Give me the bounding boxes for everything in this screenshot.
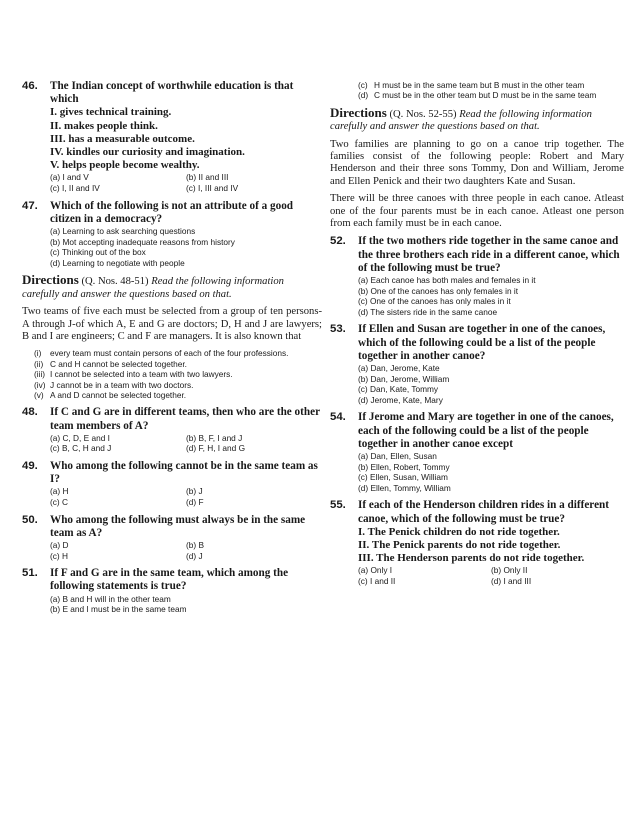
right-column xyxy=(330,80,624,593)
condition-number: (v) xyxy=(34,390,44,401)
option: (b) B xyxy=(186,540,204,551)
question-text: If F and G are in the same team, which among the following statements is true? xyxy=(50,567,289,593)
question-number: 51. xyxy=(22,567,38,580)
option: (b) One of the canoes has only females in it xyxy=(358,285,519,296)
condition xyxy=(34,369,322,379)
option: (b) Dan, Jerome, William xyxy=(358,373,450,384)
options xyxy=(22,433,322,454)
option: (b) Ellen, Robert, Tommy xyxy=(358,461,450,472)
option: (d) F xyxy=(186,497,204,508)
condition-text: every team must contain persons of each of the four professions. xyxy=(50,348,289,359)
option: (d) Jerome, Kate, Mary xyxy=(358,394,443,405)
statement: II. The Penick parents do not ride together. xyxy=(358,539,561,552)
question-text: If each of the Henderson children rides in a different canoe, which of the following must be true? xyxy=(358,499,609,525)
directions-range: (Q. Nos. 48-51) xyxy=(81,276,149,288)
question-48 xyxy=(22,406,322,454)
options xyxy=(330,363,624,405)
option: (c) Ellen, Susan, William xyxy=(358,472,448,483)
conditions-list xyxy=(22,348,322,400)
option: (c) I, III and IV xyxy=(186,183,239,194)
option: (a) I and V xyxy=(50,172,89,183)
directions-instruction: Read the following information carefully and answer the questions based on that. xyxy=(22,276,284,300)
option: (a) Only I xyxy=(358,565,393,576)
passage: Two families are planning to go on a canoe trip together. The families consist of the following people: Robert and Mary Henderson and their three sons Tommy, Don and William, Jerome and Ellen Penick and their two daughters Kate and Susan. xyxy=(330,138,624,187)
question-text: If C and G are in different teams, then who are the other team members of A? xyxy=(50,406,320,432)
left-column xyxy=(22,80,322,621)
option xyxy=(358,80,624,90)
condition xyxy=(34,380,322,390)
option: (d) F, H, I and G xyxy=(186,443,246,454)
condition xyxy=(34,348,322,358)
option: (c) I and II xyxy=(358,576,396,587)
option: (d) Learning to negotiate with people xyxy=(50,257,185,268)
option: (c) I, II and IV xyxy=(50,183,100,194)
options xyxy=(22,172,322,193)
option: (d) I and III xyxy=(491,576,532,587)
question-number: 47. xyxy=(22,199,38,212)
condition-number: (iv) xyxy=(34,379,46,390)
condition-number: (i) xyxy=(34,348,42,359)
option: (b) B, F, I and J xyxy=(186,432,243,443)
option: (a) D xyxy=(50,540,69,551)
question-51 xyxy=(22,567,322,615)
question-51-continued-options xyxy=(330,80,624,101)
option: (c) C xyxy=(50,497,68,508)
question-53 xyxy=(330,323,624,405)
options xyxy=(22,594,322,615)
condition-text: I cannot be selected into a team with two lawyers. xyxy=(50,369,233,380)
option: (a) Dan, Jerome, Kate xyxy=(358,363,440,374)
option: (c) B, C, H and J xyxy=(50,443,112,454)
question-number: 50. xyxy=(22,513,38,526)
question-55 xyxy=(330,499,624,586)
statement: I. The Penick children do not ride together. xyxy=(358,525,560,538)
question-49 xyxy=(22,460,322,508)
statement: III. The Henderson parents do not ride together. xyxy=(358,552,585,565)
options xyxy=(330,275,624,317)
option: (d) J xyxy=(186,550,203,561)
statement: III. has a measurable outcome. xyxy=(50,132,195,145)
directions-48-51 xyxy=(22,274,322,301)
question-text: If Ellen and Susan are together in one of the canoes, which of the following could be a list of the people together in another canoe? xyxy=(358,323,606,362)
question-number: 52. xyxy=(330,235,346,248)
option: (b) J xyxy=(186,486,203,497)
option: (c) H xyxy=(50,550,68,561)
condition xyxy=(34,359,322,369)
options xyxy=(330,565,624,586)
option: (a) C, D, E and I xyxy=(50,432,110,443)
option: (a) H xyxy=(50,486,69,497)
option-letter: (c) xyxy=(358,80,368,90)
option: (a) Dan, Ellen, Susan xyxy=(358,451,437,462)
statement: I. gives technical training. xyxy=(50,106,172,119)
condition xyxy=(34,390,322,400)
option: (a) Learning to ask searching questions xyxy=(50,226,196,237)
question-54 xyxy=(330,411,624,493)
options xyxy=(22,486,322,507)
question-47 xyxy=(22,200,322,269)
question-number: 49. xyxy=(22,460,38,473)
question-text: Who among the following cannot be in the same team as I? xyxy=(50,460,318,486)
option: (b) Mot accepting inadequate reasons from history xyxy=(50,236,235,247)
question-number: 54. xyxy=(330,411,346,424)
options xyxy=(330,451,624,493)
option-text: C must be in the other team but D must be in the same team xyxy=(374,90,597,101)
directions-instruction: Read the following information carefully and answer the questions based on that. xyxy=(330,108,592,133)
option-text: H must be in the same team but B must in the other team xyxy=(374,80,585,90)
option: (b) II and III xyxy=(186,172,229,183)
condition-number: (ii) xyxy=(34,358,44,369)
option: (a) B and H will in the other team xyxy=(50,593,171,604)
directions-heading: Directions xyxy=(330,104,387,120)
option: (b) E and I must be in the same team xyxy=(50,604,187,615)
option-letter: (d) xyxy=(358,90,369,101)
option: (d) The sisters ride in the same canoe xyxy=(358,306,498,317)
question-text: Who among the following must always be in the same team as A? xyxy=(50,513,306,539)
question-text: The Indian concept of worthwhile education is that which xyxy=(50,80,294,106)
condition-number: (iii) xyxy=(34,369,46,380)
options xyxy=(22,226,322,268)
question-50 xyxy=(22,514,322,562)
question-text: Which of the following is not an attribute of a good citizen in a democracy? xyxy=(50,199,294,225)
question-number: 53. xyxy=(330,323,346,336)
option: (d) Ellen, Tommy, William xyxy=(358,482,451,493)
question-text: If the two mothers ride together in the same canoe and the three brothers each ride in a different canoe, which of the following must be true? xyxy=(358,235,620,274)
question-46 xyxy=(22,80,322,194)
directions-52-55 xyxy=(330,104,624,134)
question-number: 55. xyxy=(330,499,346,512)
question-number: 46. xyxy=(22,80,38,92)
passage: Two teams of five each must be selected from a group of ten persons-A through J-of which A, E and G are doctors; D, H and J are lawyers; B and I are engineers; C and F are managers. It is also known that xyxy=(22,306,322,343)
question-52 xyxy=(330,235,624,317)
condition-text: A and D cannot be selected together. xyxy=(50,390,187,401)
statement: V. helps people become wealthy. xyxy=(50,159,200,172)
option: (c) Dan, Kate, Tommy xyxy=(358,384,439,395)
condition-text: C and H cannot be selected together. xyxy=(50,358,187,369)
statement: IV. kindles our curiosity and imagination. xyxy=(50,146,245,159)
option: (c) Thinking out of the box xyxy=(50,247,146,258)
question-text: If Jerome and Mary are together in one of the canoes, each of the following could be a list of the people together in another canoe except xyxy=(358,411,614,450)
options xyxy=(22,540,322,561)
directions-range: (Q. Nos. 52-55) xyxy=(389,108,457,120)
directions-heading: Directions xyxy=(22,272,79,288)
question-number: 48. xyxy=(22,406,38,419)
option xyxy=(358,90,624,100)
option: (c) One of the canoes has only males in it xyxy=(358,296,511,307)
passage: There will be three canoes with three people in each canoe. Atleast one of the four parents must be in each canoe. Atleast one person from each family must be in each canoe. xyxy=(330,193,624,230)
condition-text: J cannot be in a team with two doctors. xyxy=(50,379,194,390)
statement: II. makes people think. xyxy=(50,119,158,132)
option: (b) Only II xyxy=(491,565,528,576)
option: (a) Each canoe has both males and females in it xyxy=(358,275,536,286)
